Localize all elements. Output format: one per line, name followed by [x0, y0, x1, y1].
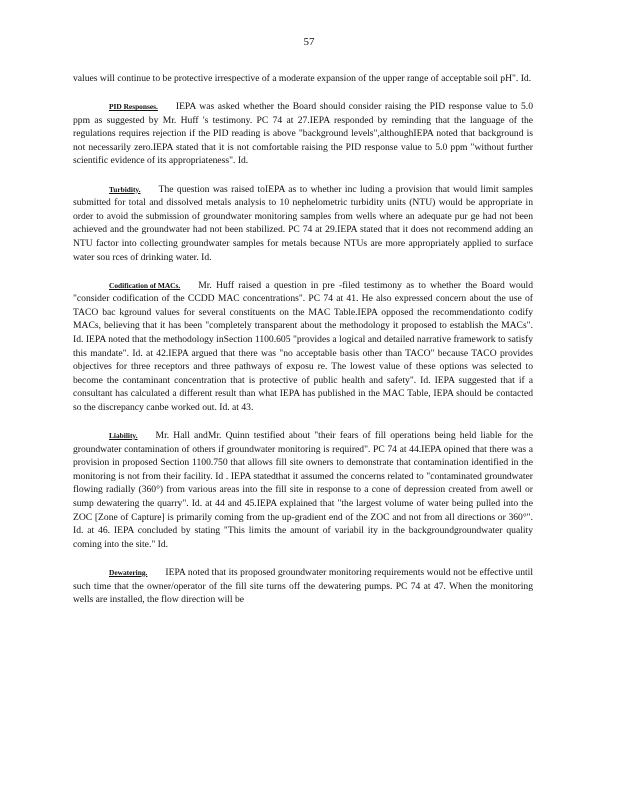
- section-heading: Dewatering.: [109, 567, 148, 577]
- paragraph-text: values will continue to be protective irrespective of a moderate expansion of the upper range of acceptable soil pH". Id.: [73, 73, 532, 84]
- paragraph-dewatering: [73, 566, 533, 607]
- paragraph-text: IEPA was asked whether the Board should consider raising the PID response value to 5.0 ppm as suggested by Mr. Huff 's testimony. PC 74 at 27.IEPA responded by reminding that the language of the regulations requires rejection if the PID reading is above "background levels",althoughIEPA noted that background is not necessarily zero.IEPA stated that it is not comfortable raising the PID response value to 5.0 ppm "without further scientific evidence of its appropriateness". Id.: [73, 101, 533, 167]
- paragraph-text: Mr. Hall andMr. Quinn testified about "their fears of fill operations being held liable for the groundwater contamination of others if groundwater monitoring is required". PC 74 at 44.IEPA opined that there was a provision in proposed Section 1100.750 that allows fill site owners to demonstrate that contamination identified in the monitoring is not from their facility. Id . IEPA statedthat it assumed the concerns related to "contaminated groundwater flowing radially (360°) from various areas into the fill site in response to a cone of depression created from awell or sump dewatering the quarry". Id. at 44 and 45.IEPA explained that "the largest volume of water being pulled into the ZOC [Zone of Capture] is primarily coming from the up-gradient end of the ZOC and not from all directions or 360°". Id. at 46. IEPA concluded by stating "This limits the amount of variabil ity in the backgroundgroundwater quality coming into the site." Id.: [73, 430, 533, 550]
- section-heading: Codification of MACs.: [109, 280, 181, 290]
- paragraph-turbidity: [73, 183, 533, 265]
- paragraph-liability: [73, 429, 533, 551]
- section-heading: PID Responses.: [109, 102, 158, 112]
- document-body: [73, 72, 533, 621]
- paragraph-ph-continuation: [73, 72, 533, 86]
- paragraph-text: IEPA noted that its proposed groundwater monitoring requirements would not be effective until such time that the owner/operator of the fill site turns off the dewatering pumps. PC 74 at 47. When the monitoring wells are installed, the flow direction will be: [73, 566, 533, 606]
- paragraph-codification-of-macs: [73, 279, 533, 415]
- section-heading: Liability.: [109, 431, 138, 441]
- paragraph-text: The question was raised toIEPA as to whether inc luding a provision that would limit samples submitted for total and dissolved metals analysis to 10 nephelometric turbidity units (NTU) would be appropriate in order to avoid the submission of groundwater monitoring samples from wells where an adequate pur ge had not been achieved and the groundwater had not been stabilized. PC 74 at 29.IEPA stated that it does not recommend adding an NTU factor into collecting groundwater samples for metals because NTUs are more appropriately applied to surface water sou rces of drinking water. Id.: [73, 183, 533, 263]
- page-number: 57: [303, 36, 315, 48]
- paragraph-text: Mr. Huff raised a question in pre -filed testimony as to whether the Board would "consider codification of the CCDD MAC concentrations". PC 74 at 41. He also expressed concern about the use of TACO bac kground values for several constituents on the MAC Table.IEPA opposed the recommendationto codify MACs, believing that it has been "completely transparent about the methodology it proposed to establish the MACs". Id. IEPA noted that the methodology inSection 1100.605 "provides a logical and detailed narrative framework to satisfy this mandate". Id. at 42.IEPA argued that there was "no acceptable basis other than TACO" because TACO provides objectives for three receptors and three pathways of exposu re. The lowest value of these options was selected to become the contaminant concentration that is protective of public health and safety". Id. IEPA suggested that if a consultant has calculated a different result than what IEPA has published in the MAC Table, IEPA should be contacted so the discrepancy canbe worked out. Id. at 43.: [73, 279, 533, 413]
- section-heading: Turbidity.: [109, 184, 141, 194]
- paragraph-pid-responses: [73, 100, 533, 168]
